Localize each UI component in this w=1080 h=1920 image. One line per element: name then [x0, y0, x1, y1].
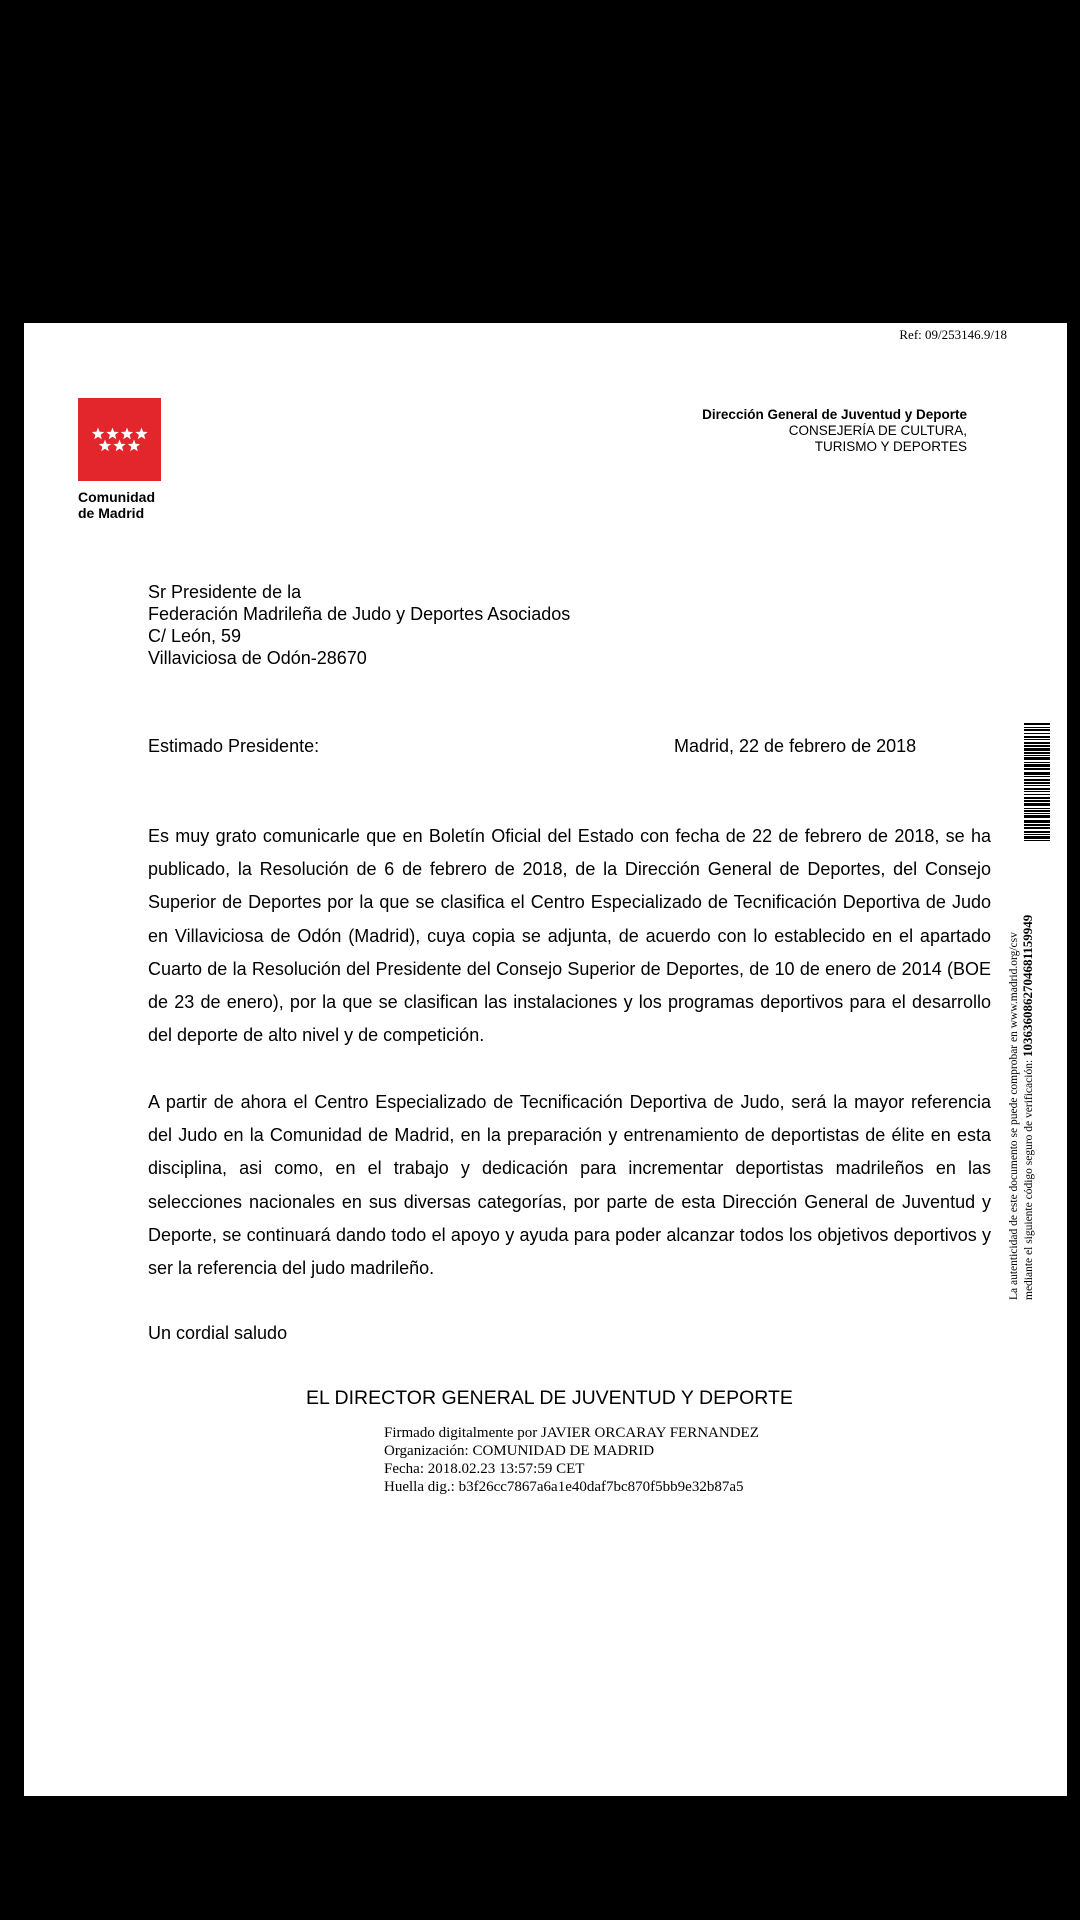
barcode-bar — [1024, 797, 1050, 799]
verification-note — [1008, 880, 1052, 1300]
address-line1: Sr Presidente de la — [148, 582, 302, 602]
barcode-bar — [1024, 840, 1050, 841]
barcode-bar — [1024, 729, 1050, 731]
barcode-bar — [1024, 788, 1050, 790]
recipient-address — [148, 581, 570, 669]
barcode-bar — [1024, 779, 1050, 781]
star-icon — [99, 440, 111, 452]
barcode-bar — [1024, 820, 1050, 823]
verification-code: 1036360862704681159949 — [1020, 914, 1035, 1057]
signer-title: EL DIRECTOR GENERAL DE JUVENTUD Y DEPORTE — [306, 1387, 793, 1409]
barcode-bar — [1024, 755, 1050, 756]
barcode-bar — [1024, 815, 1050, 818]
barcode-bar — [1024, 813, 1050, 814]
barcode-bar — [1024, 762, 1050, 763]
barcode-bar — [1024, 745, 1050, 747]
barcode-bar — [1024, 727, 1050, 728]
paragraph-2: A partir de ahora el Centro Especializado de Tecnificación Deportiva de Judo, será la mayor referencia del Judo en la Comunidad de Madrid, en la preparación y entrenamiento de deportistas de élite en esta disciplina, asi como, en el trabajo y dedicación para incrementar deportistas madrileños en las selecciones nacionales en sus diversas categorías, por parte de esta Dirección General de Juventud y Deporte, se continuará dando todo el apoyo y ayuda para poder alcanzar todos los objetivos deportivos y ser la referencia del judo madrileño. — [148, 1092, 991, 1279]
star-icon — [113, 440, 125, 452]
barcode-icon — [1024, 723, 1050, 841]
barcode-bar — [1024, 827, 1050, 829]
signature-line4: Huella dig.: b3f26cc7867a6a1e40daf7bc870f5bb9e32b87a5 — [384, 1479, 744, 1495]
barcode-bar — [1024, 791, 1050, 792]
barcode-bar — [1024, 776, 1050, 777]
signature-line2: Organización: COMUNIDAD DE MADRID — [384, 1443, 655, 1459]
barcode-bar — [1024, 764, 1050, 767]
barcode-bar — [1024, 836, 1050, 839]
barcode-bar — [1024, 831, 1050, 833]
barcode-bar — [1024, 785, 1050, 786]
star-icon — [135, 428, 147, 440]
barcode-bar — [1024, 768, 1050, 770]
star-icon — [121, 428, 133, 440]
address-line4: Villaviciosa de Odón-28670 — [148, 648, 367, 668]
letter-date: Madrid, 22 de febrero de 2018 — [674, 736, 917, 756]
barcode-bar — [1024, 723, 1050, 725]
barcode-bar — [1024, 782, 1050, 784]
digital-signature — [384, 1424, 759, 1496]
barcode-bar — [1024, 800, 1050, 802]
barcode-bar — [1024, 739, 1050, 740]
stars-icon — [78, 398, 161, 481]
barcode-bar — [1024, 834, 1050, 835]
logo-text-line2: de Madrid — [78, 505, 145, 521]
barcode-bar — [1024, 736, 1050, 738]
address-line2: Federación Madrileña de Judo y Deportes Asociados — [148, 604, 571, 624]
department-line3: TURISMO Y DEPORTES — [814, 439, 967, 454]
barcode-bar — [1024, 810, 1050, 812]
barcode-bar — [1024, 803, 1050, 806]
barcode-bar — [1024, 742, 1050, 744]
barcode-bar — [1024, 733, 1050, 734]
star-icon — [92, 428, 104, 440]
barcode-bar — [1024, 772, 1050, 775]
barcode-bar — [1024, 794, 1050, 795]
barcode-bar — [1024, 752, 1050, 754]
reference-number: Ref: 09/253146.9/18 — [899, 327, 1007, 342]
comunidad-de-madrid-logo — [78, 398, 162, 521]
signature-line1: Firmado digitalmente por JAVIER ORCARAY FERNANDEZ — [384, 1425, 759, 1441]
star-icon — [128, 440, 140, 452]
logo-emblem — [78, 398, 161, 481]
department-name: Dirección General de Juventud y Deporte — [702, 407, 967, 422]
closing: Un cordial saludo — [148, 1323, 288, 1343]
department-line2: CONSEJERÍA DE CULTURA, — [788, 423, 967, 438]
signature-line3: Fecha: 2018.02.23 13:57:59 CET — [384, 1461, 585, 1477]
star-icon — [106, 428, 118, 440]
barcode-bar — [1024, 757, 1050, 760]
letter-page — [24, 323, 1067, 1796]
barcode-bar — [1024, 748, 1050, 751]
salutation: Estimado Presidente: — [148, 736, 320, 756]
paragraph-1: Es muy grato comunicarle que en Boletín Oficial del Estado con fecha de 22 de febrero de 2018, se ha publicado, la Resolución de 6 de febrero de 2018, de la Dirección General de Deportes, del Consejo Superior de Deportes por la que se clasifica el Centro Especializado de Tecnificación Deportiva de Judo en Villaviciosa de Odón (Madrid), cuya copia se adjunta, de acuerdo con lo establecido en el apartado Cuarto de la Resolución del Presidente del Consejo Superior de Deportes, de 10 de enero de 2014 (BOE de 23 de enero), por la que se clasifican las instalaciones y los programas deportivos para el desarrollo del deporte de alto nivel y de competición. — [148, 826, 991, 1046]
verification-line1: La autenticidad de este documento se puede comprobar en www.madrid.org/csv — [1008, 932, 1020, 1300]
barcode-bar — [1024, 824, 1050, 826]
barcode-bar — [1024, 808, 1050, 809]
department-header — [702, 407, 967, 455]
address-line3: C/ León, 59 — [148, 626, 242, 646]
verification-line2: mediante el siguiente código seguro de verificación: — [1023, 1059, 1035, 1300]
logo-text-line1: Comunidad — [78, 489, 155, 505]
